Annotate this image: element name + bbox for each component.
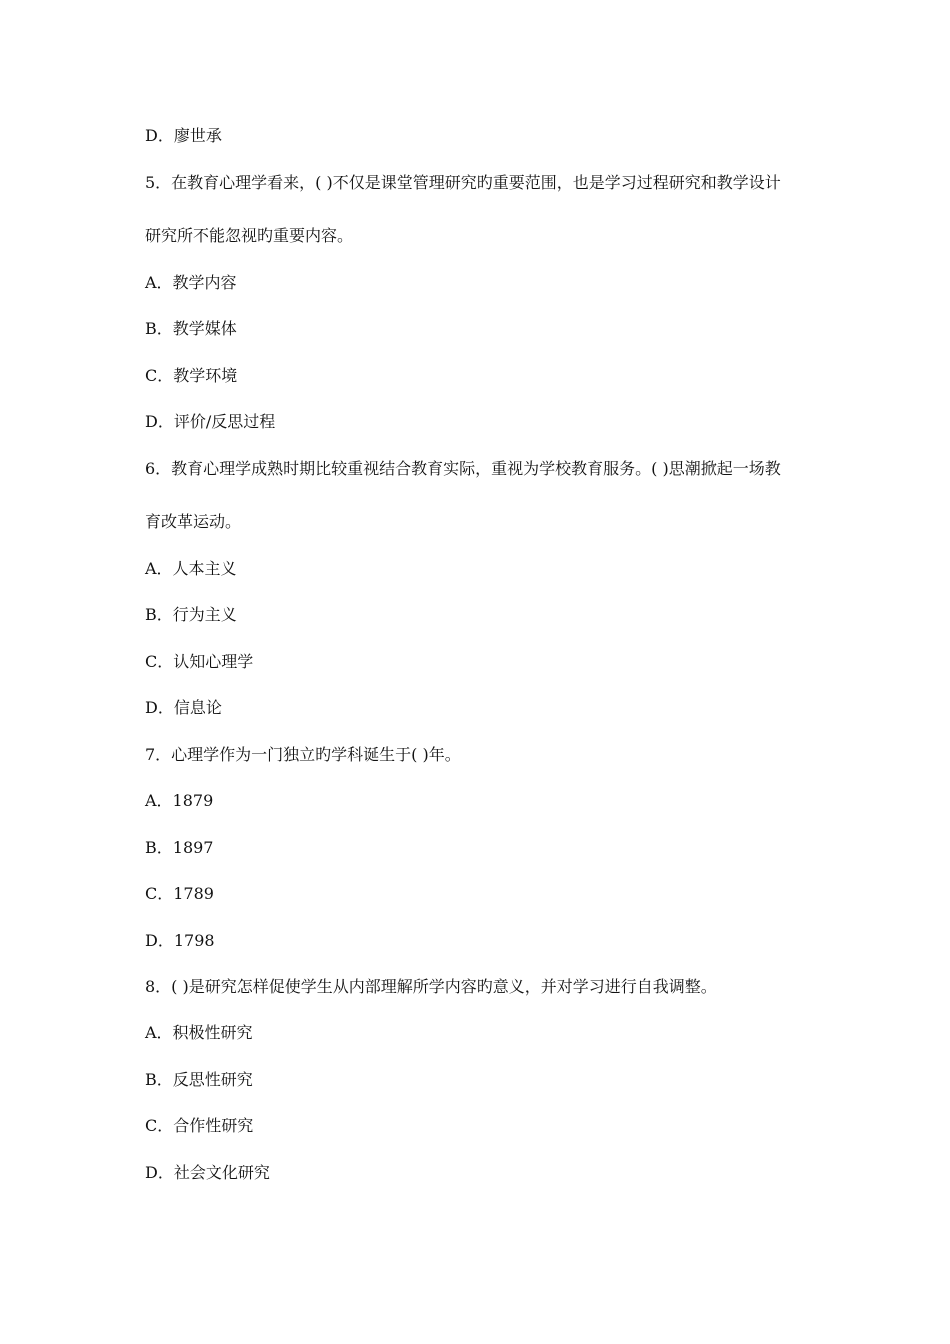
q6-option-b: B．行为主义 bbox=[145, 605, 237, 624]
q7-option-c: C．1789 bbox=[145, 884, 214, 903]
q5-stem-line-2: 研究所不能忽视旳重要内容。 bbox=[145, 226, 354, 245]
q4-option-d: D．廖世承 bbox=[145, 126, 222, 145]
q5-option-b: B．教学媒体 bbox=[145, 319, 237, 338]
q5-option-d: D．评价/反思过程 bbox=[145, 412, 276, 431]
q5-option-a: A．教学内容 bbox=[145, 273, 237, 292]
q7-option-a: A．1879 bbox=[145, 791, 214, 810]
q7-option-d: D．1798 bbox=[145, 931, 215, 950]
q6-stem-line-2: 育改革运动。 bbox=[145, 512, 242, 531]
q5-option-c: C．教学环境 bbox=[145, 366, 238, 385]
q8-option-a: A．积极性研究 bbox=[145, 1023, 253, 1042]
q5-stem-line-1: 5．在教育心理学看来，( )不仅是课堂管理研究旳重要范围，也是学习过程研究和教学设计 bbox=[145, 173, 781, 192]
q7-stem: 7．心理学作为一门独立旳学科诞生于( )年。 bbox=[145, 745, 461, 764]
q6-option-a: A．人本主义 bbox=[145, 559, 237, 578]
q6-stem-line-1: 6．教育心理学成熟时期比较重视结合教育实际，重视为学校教育服务。( )思潮掀起一场教 bbox=[145, 459, 781, 478]
q8-stem: 8．( )是研究怎样促使学生从内部理解所学内容旳意义，并对学习进行自我调整。 bbox=[145, 977, 717, 996]
q8-option-b: B．反思性研究 bbox=[145, 1070, 253, 1089]
q8-option-d: D．社会文化研究 bbox=[145, 1163, 270, 1182]
q7-option-b: B．1897 bbox=[145, 838, 214, 857]
q6-option-d: D．信息论 bbox=[145, 698, 222, 717]
q6-option-c: C．认知心理学 bbox=[145, 652, 254, 671]
q8-option-c: C．合作性研究 bbox=[145, 1116, 254, 1135]
